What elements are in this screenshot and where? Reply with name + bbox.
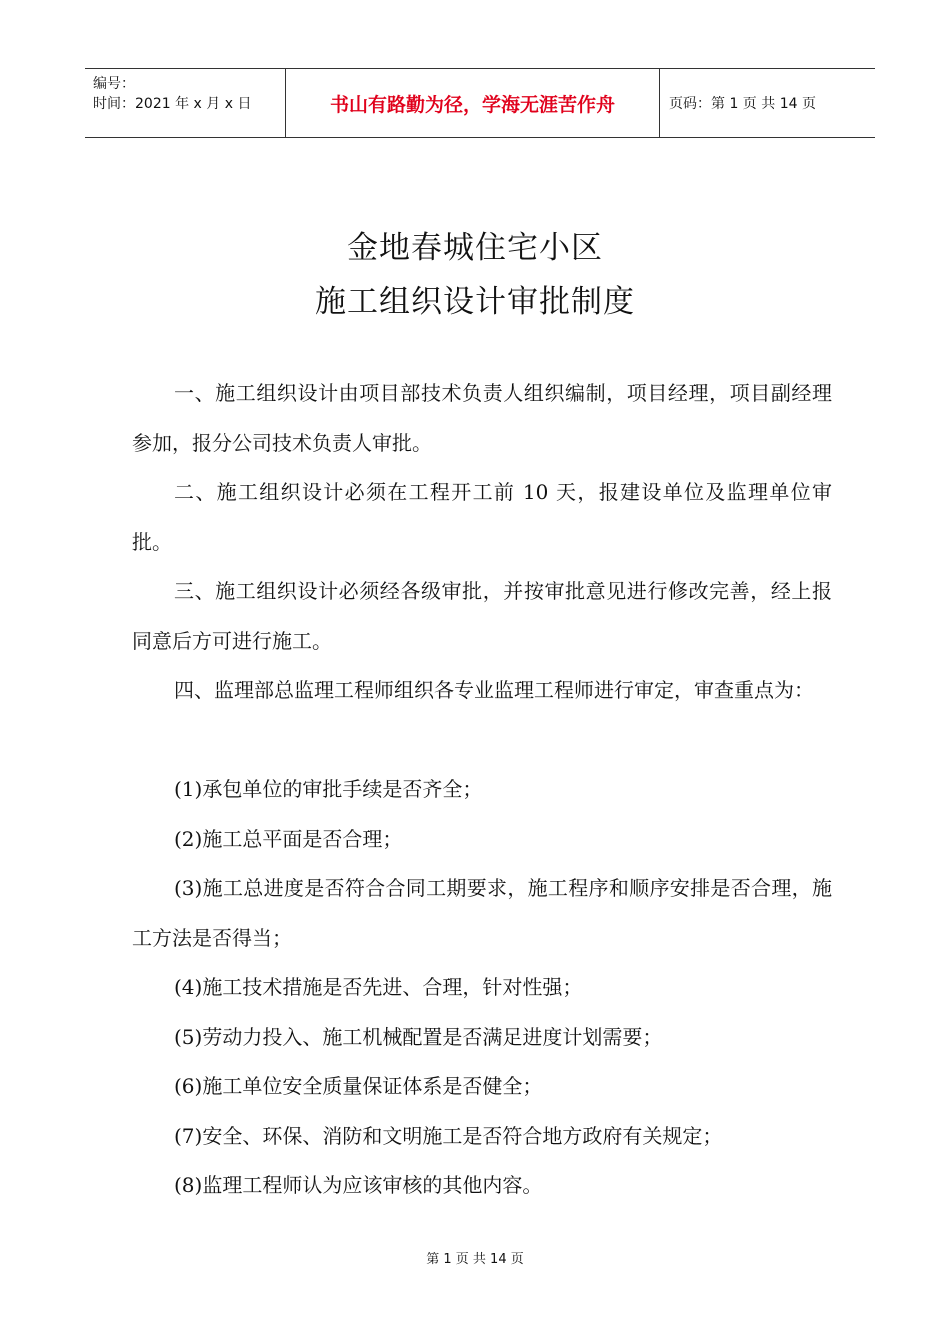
list-item: (7)安全、环保、消防和文明施工是否符合地方政府有关规定； — [174, 1124, 723, 1148]
document-number-label: 编号： — [93, 76, 135, 92]
list-item: (1)承包单位的审批手续是否齐全； — [174, 777, 483, 801]
list-item: (6)施工单位安全质量保证体系是否健全； — [174, 1074, 543, 1098]
list-item: (8)监理工程师认为应该审核的其他内容。 — [174, 1173, 543, 1197]
document-date: 时间：2021 年 x 月 x 日 — [93, 96, 252, 112]
page-header — [85, 68, 875, 138]
header-motto: 书山有路勤为径，学海无涯苦作舟 — [285, 69, 660, 137]
list-item: (5)劳动力投入、施工机械配置是否满足进度计划需要； — [174, 1025, 663, 1049]
paragraph-4: 四、监理部总监理工程师组织各专业监理工程师进行审定，审查重点为： — [174, 678, 814, 702]
list-item: (3)施工总进度是否符合合同工期要求，施工程序和顺序安排是否合理，施工方法是否得当； — [132, 876, 832, 950]
paragraph-1: 一、施工组织设计由项目部技术负责人组织编制，项目经理，项目副经理参加，报分公司技术负责人审批。 — [132, 381, 832, 455]
paragraph-2: 二、施工组织设计必须在工程开工前 10 天，报建设单位及监理单位审批。 — [132, 480, 832, 554]
list-item: (2)施工总平面是否合理； — [174, 827, 403, 851]
document-title-line1: 金地春城住宅小区 — [347, 230, 603, 266]
header-page-info: 页码：第 1 页 共 14 页 — [669, 96, 816, 112]
page-footer: 第 1 页 共 14 页 — [426, 1252, 524, 1267]
header-meta — [85, 69, 285, 137]
paragraph-3: 三、施工组织设计必须经各级审批，并按审批意见进行修改完善，经上报同意后方可进行施工。 — [132, 579, 832, 653]
list-item: (4)施工技术措施是否先进、合理，针对性强； — [174, 975, 583, 999]
document-title-line2: 施工组织设计审批制度 — [315, 284, 635, 320]
